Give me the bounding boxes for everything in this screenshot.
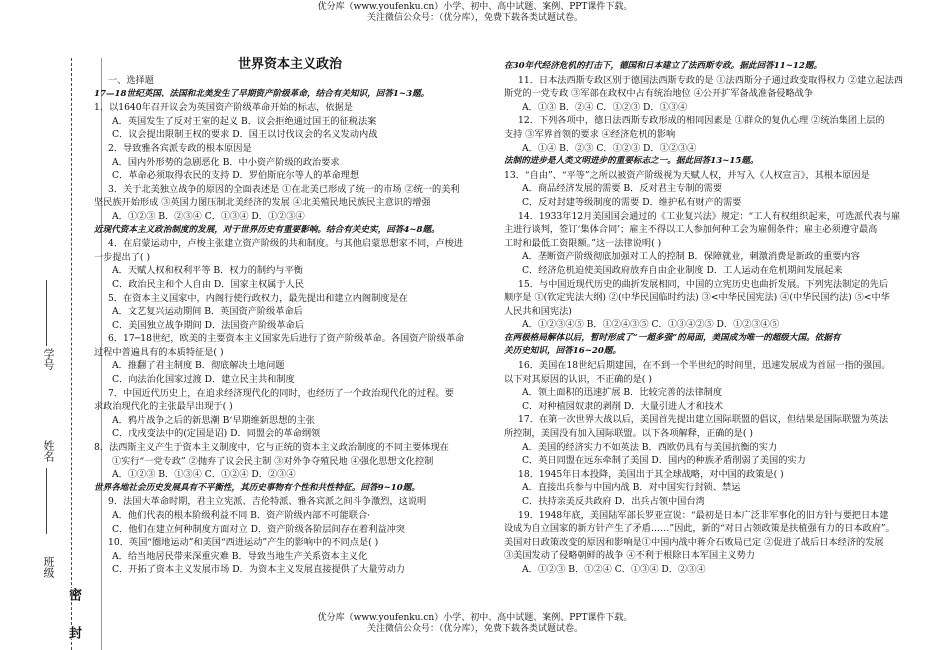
document-title: 世界资本主义政治 (237, 57, 342, 72)
text-line: ①实行“一党专政” ②抛弃了议会民主制 ③对外争夺殖民地 ④强化思想文化控制 (112, 455, 434, 467)
text-line: 5．在资本主义国家中，内阁行使行政权力，最先提出和建立内阁制度是在 (108, 292, 408, 304)
text-line: 6．17─18世纪，欧美的主要资本主义国家先后进行了资产阶级革命。各国资产阶级革命 (108, 333, 465, 345)
text-line: 18．1945年日本投降，美国出于其全球战略，对中国的政策是( ) (518, 468, 784, 480)
bottom-banner-line1: 优分库（www.youfenku.cn）小学、初中、高中试题、案例、PPT课件下载。 (317, 613, 633, 623)
text-line: A．商品经济发展的需要 B．反对君主专制的需要 (522, 183, 723, 195)
bottom-banner (0, 613, 950, 635)
text-line: 8．法西斯主义产生于资本主义制度中，它与正统的资本主义政治制度的不同主要体现在 (94, 442, 449, 454)
text-line: A．领土面积的迅速扩展 B．比较完善的法律制度 (522, 387, 723, 399)
top-banner-line2: 关注微信公众号：（优分库），免费下载各类试题试卷。 (366, 13, 583, 23)
text-line: 3．关于北美独立战争的原因的全面表述是 ①在北美已形成了统一的市场 ②统一的美利 (108, 183, 460, 195)
text-line: 10．英国“圈地运动”和美国“西进运动”产生的影响中的不同点是( ) (108, 537, 379, 549)
text-line: C．反对封建等级制度的需要 D．维护私有财产的需要 (522, 196, 742, 208)
text-line: 13．“自由”、“平等”之所以被资产阶级视为天赋人权，并写入《人权宣言》，其根本原因是 (504, 169, 870, 181)
text-line: 美国对日政策改变的原因和影响是①中国内战中蒋介石败局已定 ②促进了战后日本经济的发展 (504, 536, 884, 548)
text-line: 工时和最低工资限额。”这一法律说明( ) (504, 237, 662, 249)
text-line: 一步提出了( ) (94, 251, 151, 263)
text-line: 关历史知识，回答16~20题。 (504, 346, 622, 357)
text-line: C．扶持亲美反共政府 D．出兵占领中国台湾 (522, 496, 705, 507)
text-line: 1．以1640年召开议会为英国资产阶级革命开始的标志，依据是 (94, 102, 353, 114)
seal-mark-1: 密 (66, 588, 81, 601)
text-line: 过程中普遍具有的本质特征是( ) (94, 346, 224, 358)
text-line: C．英日同盟在远东牵制了美国 D．国内的种族矛盾削弱了美国的实力 (522, 455, 806, 467)
text-line: C．对种植园奴隶的剥削 D．大量引进人才和技术 (522, 400, 724, 412)
text-line: 12．下列各项中，德日法西斯专政形成的相同因素是 ①群众的复仇心理 ②统治集团上层的 (518, 115, 885, 127)
text-line: 7．中国近代历史上，在追求经济现代化的同时，也经历了一个政治现代化的过程。要 (108, 387, 454, 399)
text-line: C．革命必须取得农民的支持 D．罗伯斯庇尔等人的革命理想 (112, 170, 360, 182)
text-line: A．①②③ B．①②④ C．①③④ D．②③④ (522, 563, 706, 575)
text-line: C．戊戌变法中的(定国是诏) D．同盟会的革命纲领 (112, 428, 321, 440)
text-line: A．直接出兵参与中国内战 B．对中国实行封锁、禁运 (522, 482, 741, 494)
right-column (504, 60, 909, 577)
bottom-banner-line2: 关注微信公众号：（优分库），免费下载各类试题试卷。 (366, 624, 583, 634)
text-line: A．①②③ B．②③④ C．①③④ D．①②③④ (112, 210, 305, 222)
top-banner (0, 2, 950, 24)
text-line: 以下对其原因的认识，不正确的是( ) (504, 373, 652, 385)
text-line: A．①②③④⑤ B．①②④③⑤ C．①③④②⑤ D．①②③④⑤ (522, 319, 780, 331)
text-line: 15．与中国近现代历史的曲折发展相同，中国的立宪历史也曲折发展。下列宪法制定的先后 (518, 278, 889, 290)
text-line: C．美国独立战争期间 D．法国资产阶级革命后 (112, 319, 304, 331)
text-line: 16．美国在18世纪后期建国，在不到一个半世纪的时间里，迅速发展成为首屈一指的强国。 (518, 360, 891, 372)
text-line: 坚民族开始形成 ③英国力图压制北美经济的发展 ④北美殖民地民族民主意识的增强 (94, 197, 431, 209)
text-line: A．国内外形势的急剧恶化 B．中小资产阶级的政治要求 (112, 156, 340, 168)
text-line: C．经济危机迫使美国政府放弃自由企业制度 D．工人运动在危机期间发展起来 (522, 264, 843, 276)
class-label: 班级 (42, 556, 55, 578)
text-line: 4．在启蒙运动中，卢梭主张建立资产阶级的共和制度。与其他启蒙思想家不同，卢梭进 (108, 238, 463, 250)
text-line: 近现代资本主义政治制度的发展，对于世界历史有重要影响。结合有关史实，回答4~8题。 (94, 224, 440, 235)
text-line: A．①②③ B．①③④ C．①②④ D．②③④ (112, 469, 296, 481)
text-line: A．鸦片战争之后的新思潮 B‘早期维新思想的主张 (112, 414, 315, 426)
text-line: A．他们代表的根本阶级利益不同 B．资产阶级内部不可能联合· (112, 510, 371, 521)
text-line: C．他们在建立何种制度方面对立 D．资产阶级各阶层间存在着利益冲突 (112, 523, 405, 535)
text-line: 17—18世纪英国、法国和北美发生了早期资产阶级革命，结合有关知识，回答1~3题。 (94, 88, 430, 99)
text-line: 所控制，美国没有加入国际联盟。以下各项解释，正确的是( ) (504, 428, 753, 440)
student-id-label: 学号 (42, 348, 55, 370)
text-line: 法制的进步是人类文明进步的重要标志之一。据此回答13~15题。 (504, 156, 759, 167)
text-line: A．美国的经济实力不如英法 B．西欧仍具有与美国抗衡的实力 (522, 441, 778, 453)
text-line: 一、选择题 (108, 75, 154, 86)
top-banner-line1: 优分库（www.youfenku.cn）小学、初中、高中试题、案例、PPT课件下载。 (317, 2, 633, 12)
name-underline (46, 468, 47, 534)
text-line: 世界各地社会历史发展具有不平衡性，其历史事物有个性和共性特征。回答9~10题。 (94, 482, 420, 493)
text-line: 14．1933年12月美国国会通过的《工业复兴法》规定：“工人有权组织起来，可选派代表与雇 (518, 210, 901, 222)
student-id-underline (46, 280, 47, 346)
seal-dashed-line (71, 58, 72, 650)
text-line: 17．在第一次世界大战以后，美国首先提出建立国际联盟的倡议，但结果是国际联盟为英法 (518, 414, 889, 426)
text-line: 支持 ③军界首领的要求 ④经济危机的影响 (504, 128, 676, 140)
text-line: A．天赋人权和权利平等 B．权力的制约与平衡 (112, 265, 303, 277)
name-label: 姓名 (42, 440, 55, 462)
text-line: 在两极格局解体以后，暂时形成了“一超多强”的局面，美国成为唯一的超级大国。依据有 (504, 332, 841, 343)
text-line: 斯党的一党专政 ③军部在政权中占有统治地位 ④公开扩军备战准备侵略战争 (504, 88, 814, 100)
text-line: 主进行谈判，签订‘集体合同’；雇主不得以工人参加何种工会为雇佣条件；雇主必须遵守最高 (504, 224, 878, 236)
text-line: 2．导致雅各宾派专政的根本原因是 (108, 142, 252, 154)
text-line: A．垄断资产阶级彻底加强对工人的控制 B．保障就业，刺激消费是新政的重要内容 (522, 251, 860, 263)
text-line: 9．法国大革命时期，君主立宪派、吉伦特派、雅各宾派之间斗争激烈，这说明 (108, 496, 427, 508)
text-line: 设成为自立国家的新方针产生了矛盾……”因此，新的“对日占领政策是扶植强有力的日本政府”。 (504, 523, 895, 535)
text-line: 11．日本法西斯专政区别于德国法西斯专政的是 ①法西斯分子通过政变取得权力 ②建立起法西 (518, 74, 904, 86)
text-line: 顺序是 ①(钦定宪法大纲) ②(中华民国临时约法) ③<中华民国宪法) ④(中华民国约法) ⑤<中华 (504, 292, 890, 304)
text-line: A．①③ B．②④ C．①②③ D．①③④ (522, 101, 688, 113)
text-line: A．给当地居民带来深重灾难 B．导致当地生产关系资本主义化 (112, 550, 368, 562)
text-line: 19．1948年底，美国陆军部长罗亚宣说：“最初是日本广泛非军事化的旧方针与要把日本建 (518, 509, 889, 521)
binding-margin (0, 58, 105, 650)
text-line: A．英国发生了反对王室的起义 B．议会拒绝通过国王的征税法案 (112, 115, 377, 127)
text-line: C．开拓了资本主义发展市场 D．为资本主义发展直接提供了大量劳动力 (112, 564, 405, 576)
text-line: 人民共和国宪法) (504, 305, 572, 317)
text-line: C．议会提出限制王权的要求 D．国王以讨伐议会的名义发动内战 (112, 129, 378, 141)
left-column (94, 56, 486, 577)
left-question-list (94, 74, 486, 577)
text-line: C．向法治化国家过渡 D．建立民主共和制度 (112, 374, 295, 386)
seal-mark-2: 封 (66, 626, 81, 639)
text-line: 求政治现代化的主张最早出现于( ) (94, 401, 233, 413)
text-line: ③美国发动了侵略朝鲜的战争 ④不利于根除日本军国主义势力 (504, 550, 755, 562)
text-line: A．推翻了君主制度 B．彻底解决土地问题 (112, 360, 285, 372)
text-line: C．政治民主和个人自由 D．国家主权属于人民 (112, 278, 304, 290)
text-line: A．文艺复兴运动期间 B．英国资产阶级革命后 (112, 306, 303, 318)
right-question-list (504, 60, 909, 577)
text-line: 在30年代经济危机的打击下，德国和日本建立了法西斯专政。据此回答11~12题。 (504, 61, 823, 71)
text-line: A．①④ B．②③ C．①②③ D．①②③④ (522, 142, 697, 154)
